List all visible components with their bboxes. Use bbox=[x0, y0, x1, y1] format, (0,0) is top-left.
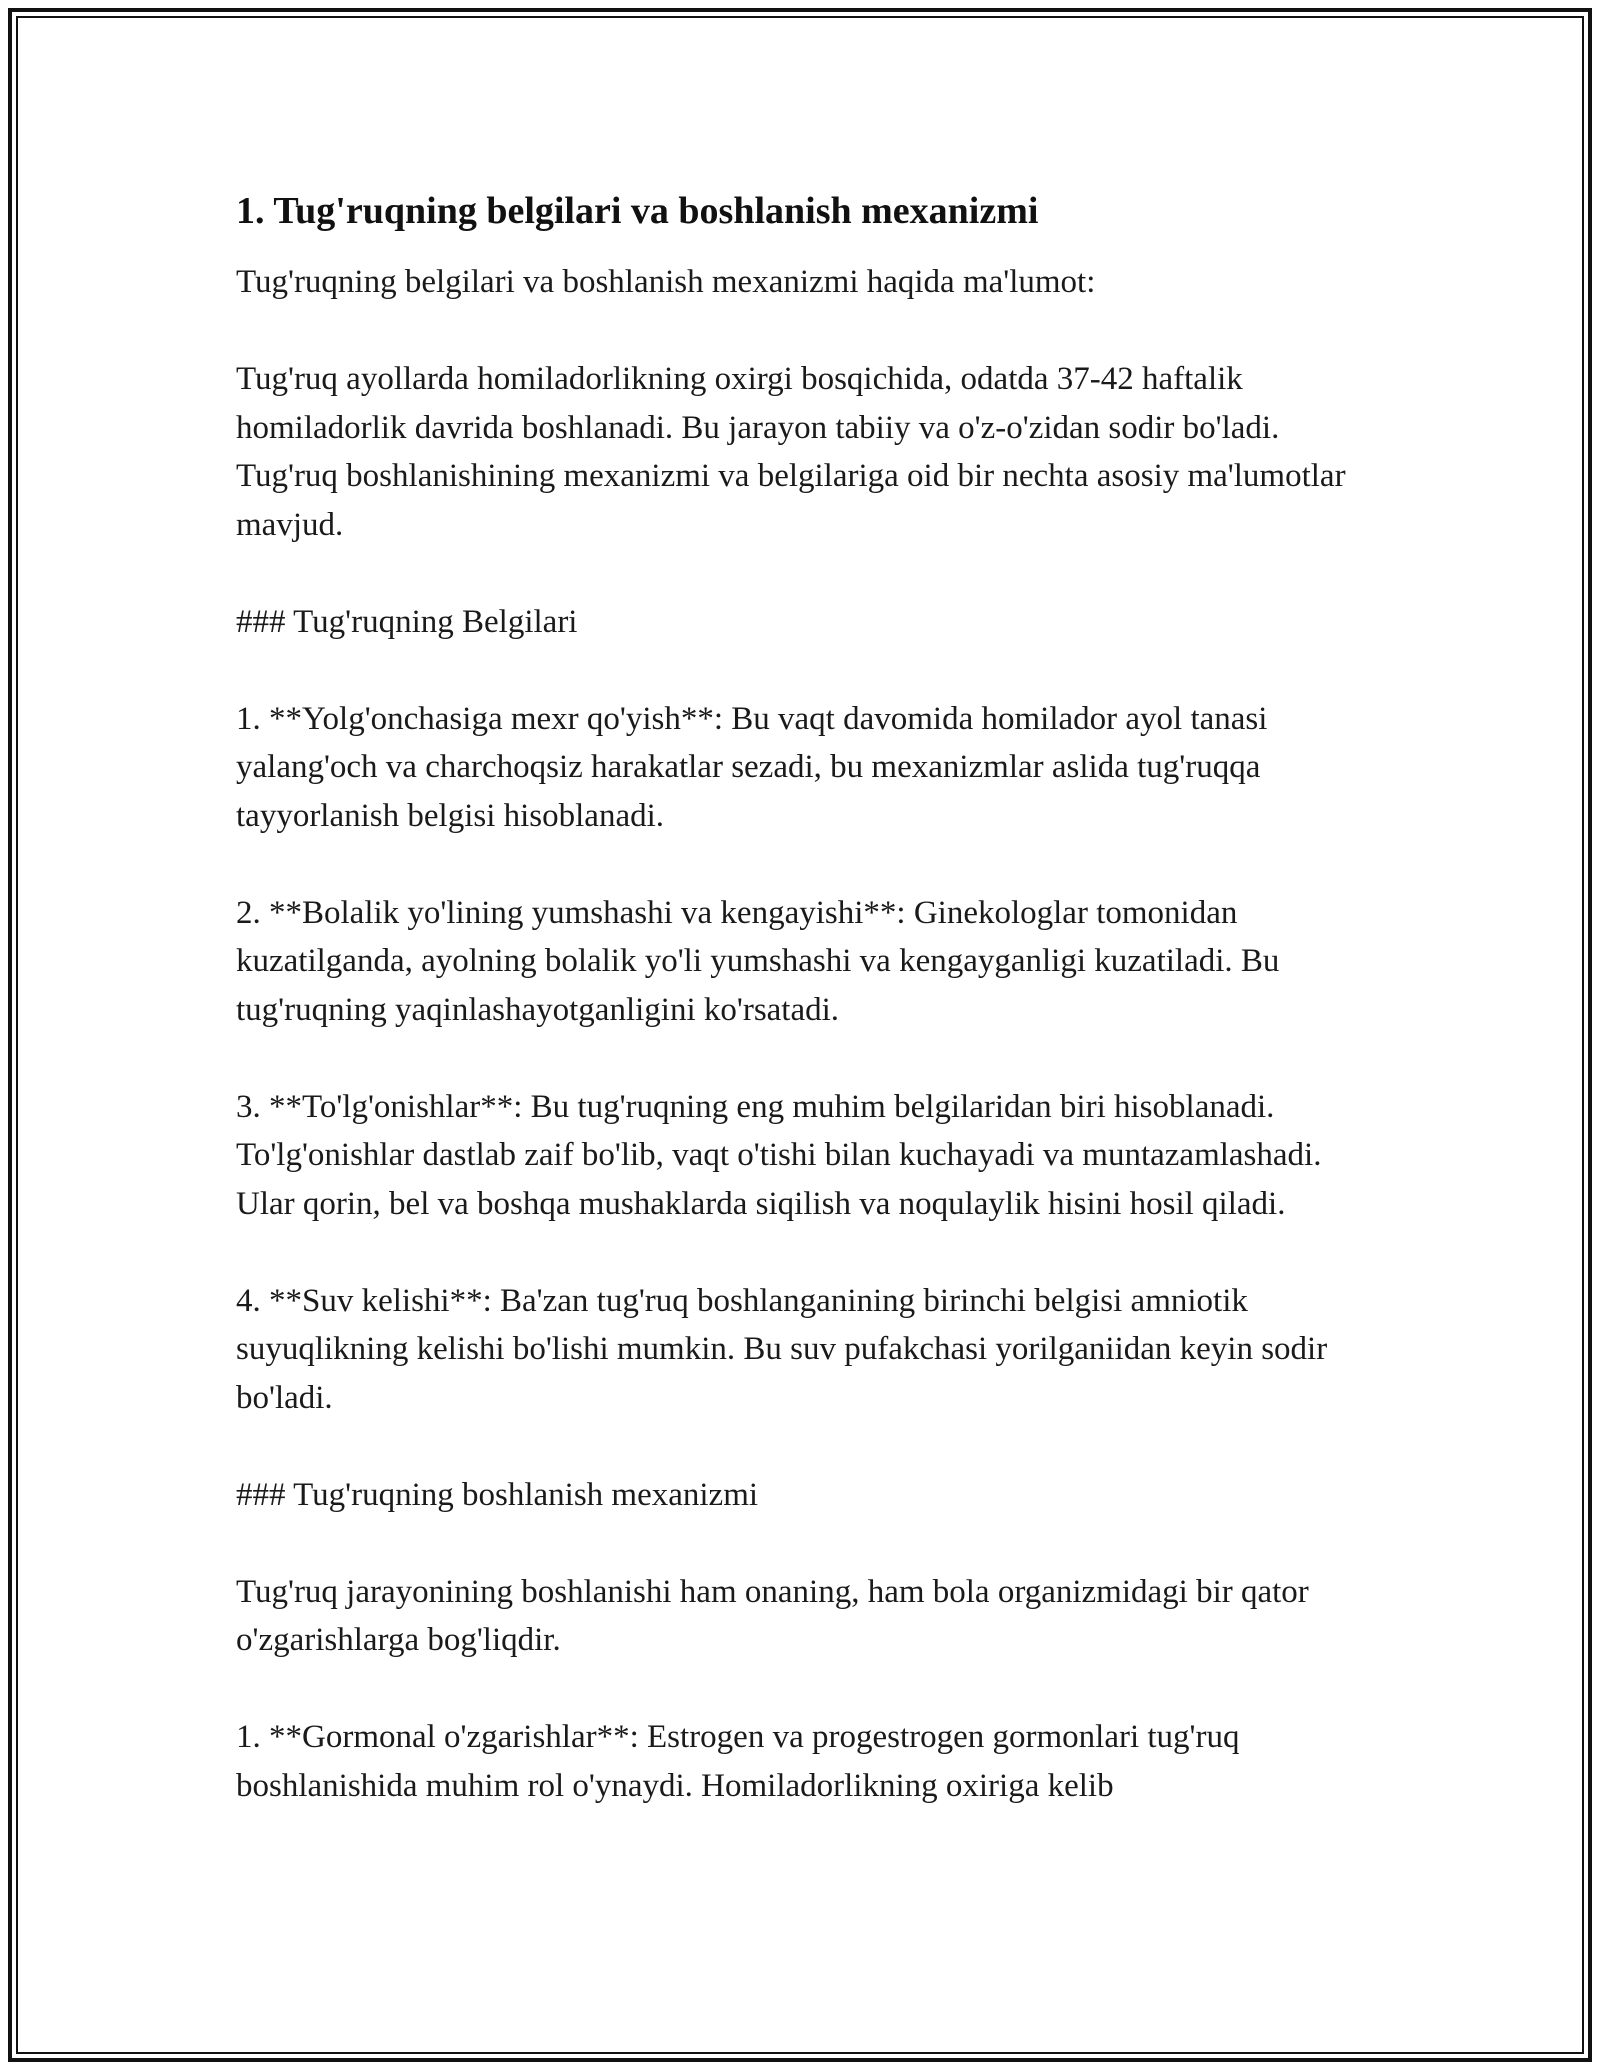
list-item-sign-1: 1. **Yolg'onchasiga mexr qo'yish**: Bu vaqt davomida homilador ayol tanasi yalang'och va charchoqsiz harakatlar sezadi, bu mexanizmlar aslida tug'ruqqa tayyorlanish belgisi hisoblanadi. bbox=[236, 700, 1268, 834]
section-heading-mechanism: ### Tug'ruqning boshlanish mexanizmi bbox=[236, 1476, 759, 1513]
paragraph-overview: Tug'ruq ayollarda homiladorlikning oxirgi bosqichida, odatda 37-42 haftalik homiladorlik davrida boshlanadi. Bu jarayon tabiiy va o'z-o'zidan sodir bo'ladi. Tug'ruq boshlanishining mexanizmi va belgilariga oid bir nechta asosiy ma'lumotlar mavjud. bbox=[236, 361, 1346, 543]
list-item-sign-4: 4. **Suv kelishi**: Ba'zan tug'ruq boshlanganining birinchi belgisi amniotik suyuqlikning kelishi bo'lishi mumkin. Bu suv pufakchasi yorilganiidan keyin sodir bo'ladi. bbox=[236, 1282, 1328, 1416]
list-item-mechanism-1: 1. **Gormonal o'zgarishlar**: Estrogen va progestrogen gormonlari tug'ruq boshlanishida muhim rol o'ynaydi. Homiladorlikning oxiriga kelib bbox=[236, 1719, 1240, 1804]
paragraph-mechanism-intro: Tug'ruq jarayonining boshlanishi ham onaning, ham bola organizmidagi bir qator o'zgarishlarga bog'liqdir. bbox=[236, 1573, 1309, 1658]
list-item-sign-2: 2. **Bolalik yo'lining yumshashi va kengayishi**: Ginekologlar tomonidan kuzatilganda, ayolning bolalik yo'li yumshashi va kengayganligi kuzatiladi. Bu tug'ruqning yaqinlashayotganligini ko'rsatadi. bbox=[236, 894, 1280, 1028]
paragraph-intro: Tug'ruqning belgilari va boshlanish mexanizmi haqida ma'lumot: bbox=[236, 264, 1096, 300]
section-heading-signs: ### Tug'ruqning Belgilari bbox=[236, 603, 578, 640]
document-title: 1. Tug'ruqning belgilari va boshlanish mexanizmi bbox=[236, 190, 1039, 232]
document-body bbox=[236, 186, 1386, 1810]
list-item-sign-3: 3. **To'lg'onishlar**: Bu tug'ruqning eng muhim belgilaridan biri hisoblanadi. To'lg'onishlar dastlab zaif bo'lib, vaqt o'tishi bilan kuchayadi va muntazamlashadi. Ular qorin, bel va boshqa mushaklarda siqilish va noqulaylik hisini hosil qiladi. bbox=[236, 1088, 1322, 1222]
